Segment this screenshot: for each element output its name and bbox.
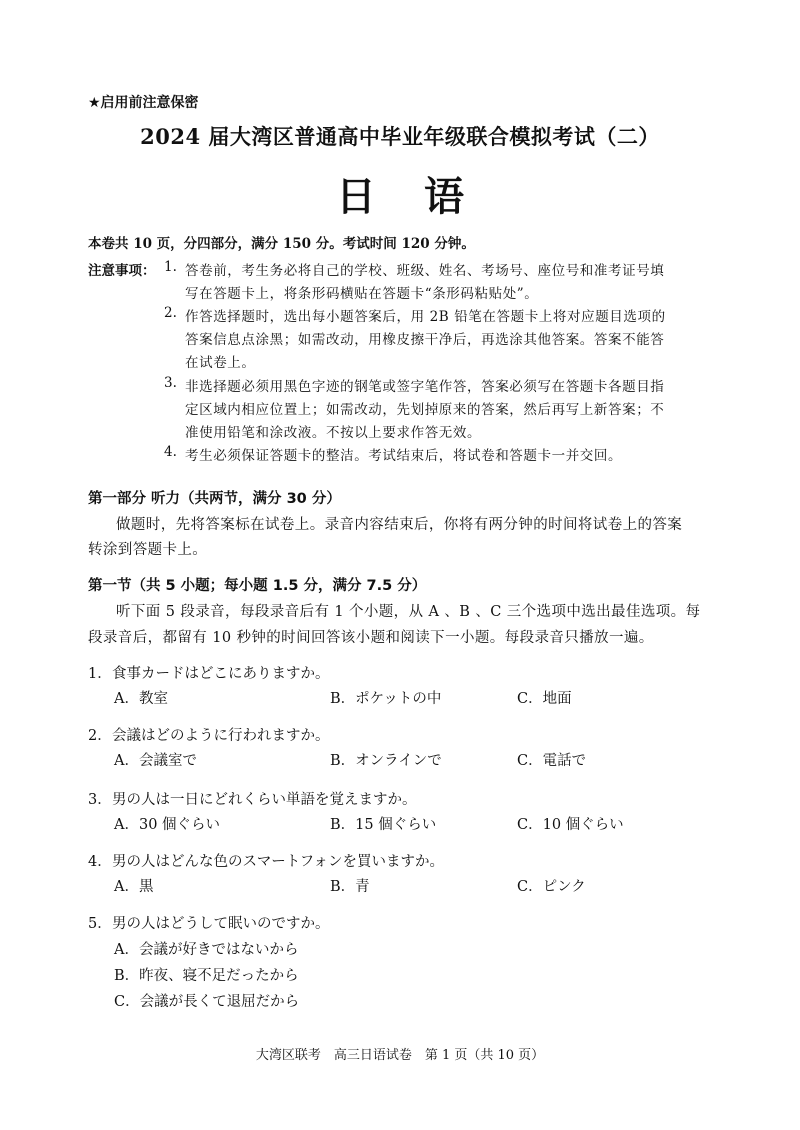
part1-heading: 第一部分 听力（共两节，满分 30 分）: [88, 491, 341, 507]
option-a: A．教室: [114, 691, 168, 707]
confidential-notice: ★启用前注意保密: [88, 95, 199, 111]
question-text: 男の人はどんな色のスマートフォンを買いますか。: [112, 854, 445, 870]
note-line: 非选择题必须用黑色字迹的钢笔或签字笔作答，答案必须写在答题卡各题目指: [185, 379, 665, 395]
option-b: B．ポケットの中: [330, 691, 442, 707]
section1-heading: 第一节（共 5 小题；每小题 1.5 分，满分 7.5 分）: [88, 578, 427, 594]
part1-intro-line: 做题时，先将答案标在试卷上。录音内容结束后，你将有两分钟的时间将试卷上的答案: [116, 517, 683, 533]
option-a: A．会議が好きではないから: [114, 942, 299, 958]
question-text: 会議はどのように行われますか。: [112, 728, 330, 744]
notes-label: 注意事项：: [88, 263, 156, 279]
note-line: 考生必须保证答题卡的整洁。考试结束后，将试卷和答题卡一并交回。: [185, 448, 623, 464]
option-b: B．オンラインで: [330, 753, 442, 769]
question-number: 5．: [88, 916, 112, 932]
question-number: 3．: [88, 792, 112, 808]
question-number: 2．: [88, 728, 112, 744]
exam-title: 2024 届大湾区普通高中毕业年级联合模拟考试（二）: [140, 124, 660, 149]
option-c: C．ピンク: [517, 879, 586, 895]
exam-meta: 本卷共 10 页，分四部分，满分 150 分。考试时间 120 分钟。: [88, 236, 475, 252]
note-number: 1.: [164, 259, 177, 275]
note-number: 4.: [164, 444, 177, 460]
option-c: C．会議が長くて退屈だから: [114, 994, 300, 1010]
option-c: C．10 個ぐらい: [517, 817, 624, 833]
option-b: B．青: [330, 879, 370, 895]
note-number: 3.: [164, 375, 177, 391]
note-number: 2.: [164, 305, 177, 321]
option-c: C．地面: [517, 691, 572, 707]
question-text: 食事カードはどこにありますか。: [112, 666, 330, 682]
section1-intro-line: 段录音后，都留有 10 秒钟的时间回答该小题和阅读下一小题。每段录音只播放一遍。: [88, 630, 654, 646]
section1-intro-line: 听下面 5 段录音，每段录音后有 1 个小题，从 A 、B 、C 三个选项中选出最佳选项。每: [116, 604, 701, 620]
note-line: 作答选择题时，选出每小题答案后，用 2B 铅笔在答题卡上将对应题目选项的: [185, 309, 666, 325]
question-number: 1．: [88, 666, 112, 682]
note-line: 定区域内相应位置上；如需改动，先划掉原来的答案，然后再写上新答案；不: [185, 402, 665, 418]
note-line: 答案信息点涂黑；如需改动，用橡皮擦干净后，再选涂其他答案。答案不能答: [185, 332, 665, 348]
question-text: 男の人は一日にどれくらい単語を覚えますか。: [112, 792, 417, 808]
option-c: C．電話で: [517, 753, 587, 769]
part1-intro-line: 转涂到答题卡上。: [88, 542, 208, 558]
subject-title: [0, 165, 800, 222]
option-a: A．黒: [114, 879, 154, 895]
question-text: 男の人はどうして眠いのですか。: [112, 916, 330, 932]
option-a: A．会議室で: [114, 753, 197, 769]
note-line: 写在答题卡上，将条形码横贴在答题卡“条形码粘贴处”。: [185, 286, 539, 302]
option-a: A．30 個ぐらい: [114, 817, 221, 833]
page-footer: 大湾区联考 高三日语试卷 第 1 页（共 10 页）: [255, 1048, 545, 1063]
option-b: B．15 個ぐらい: [330, 817, 437, 833]
note-line: 在试卷上。: [185, 355, 256, 371]
note-line: 准使用铅笔和涂改液。不按以上要求作答无效。: [185, 425, 482, 441]
option-b: B．昨夜、寝不足だったから: [114, 968, 299, 984]
subject-label: 日语: [336, 173, 512, 220]
note-line: 答卷前，考生务必将自己的学校、班级、姓名、考场号、座位号和准考证号填: [185, 263, 665, 279]
question-number: 4．: [88, 854, 112, 870]
